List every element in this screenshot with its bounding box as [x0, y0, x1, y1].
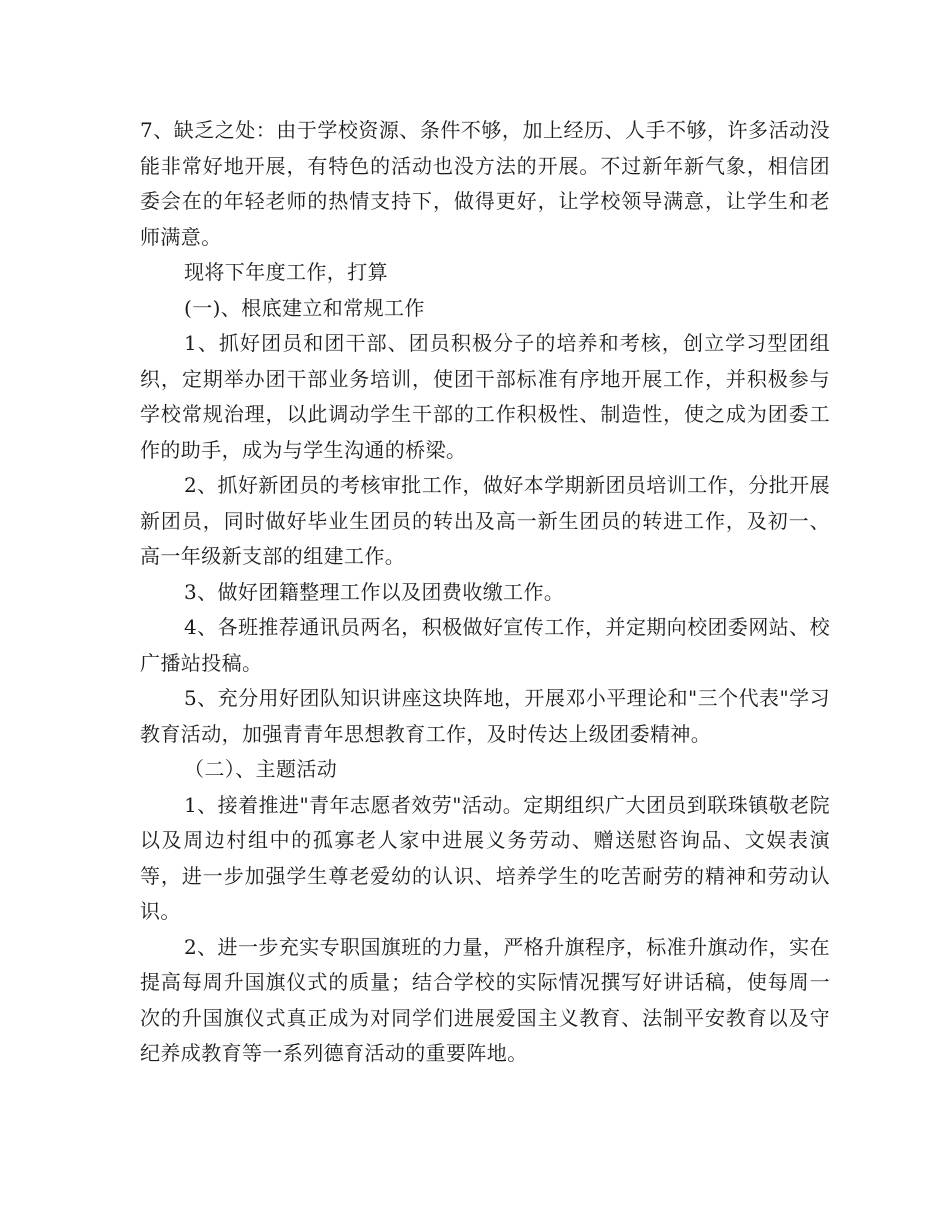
paragraph-item-5: 5、充分用好团队知识讲座这块阵地，开展邓小平理论和"三个代表"学习教育活动，加强青青年思想教育工作，及时传达上级团委精神。 [140, 686, 830, 746]
paragraph-shortcomings: 7、缺乏之处：由于学校资源、条件不够，加上经历、人手不够，许多活动没能非常好地开展，有特色的活动也没方法的开展。不过新年新气象，相信团委会在的年轻老师的热情支持下，做得更好，让学校领导满意，让学生和老师满意。 [140, 118, 830, 249]
document-body [140, 113, 830, 1072]
paragraph-item-2: 2、抓好新团员的考核审批工作，做好本学期新团员培训工作，分批开展新团员，同时做好毕业生团员的转出及高一新生团员的转进工作，及初一、高一年级新支部的组建工作。 [140, 473, 830, 568]
section-heading-theme-activities: （二）、主题活动 [184, 757, 338, 781]
paragraph-item-4: 4、各班推荐通讯员两名，积极做好宣传工作，并定期向校团委网站、校广播站投稿。 [140, 615, 830, 675]
paragraph-next-year-plan: 现将下年度工作，打算 [184, 260, 388, 284]
section-heading-routine-work: (一)、根底建立和常规工作 [184, 295, 425, 320]
paragraph-item-3: 3、做好团籍整理工作以及团费收缴工作。 [184, 579, 565, 604]
paragraph-activity-1: 1、接着推进"青年志愿者效劳"活动。定期组织广大团员到联珠镇敬老院以及周边村组中的孤寡老人家中进展义务劳动、赠送慰咨询品、文娱表演等，进一步加强学生尊老爱幼的认识、培养学生的吃苦耐劳的精神和劳动认识。 [140, 792, 830, 923]
paragraph-item-1: 1、抓好团员和团干部、团员积极分子的培养和考核，创立学习型团组织，定期举办团干部业务培训，使团干部标准有序地开展工作，并积极参与学校常规治理，以此调动学生干部的工作积极性、制造性，使之成为团委工作的助手，成为与学生沟通的桥梁。 [140, 331, 830, 462]
paragraph-activity-2: 2、进一步充实专职国旗班的力量，严格升旗程序，标准升旗动作，实在提高每周升国旗仪式的质量；结合学校的实际情况撰写好讲话稿，使每周一次的升国旗仪式真正成为对同学们进展爱国主义教育、法制平安教育以及守纪养成教育等一系列德育活动的重要阵地。 [140, 934, 830, 1065]
